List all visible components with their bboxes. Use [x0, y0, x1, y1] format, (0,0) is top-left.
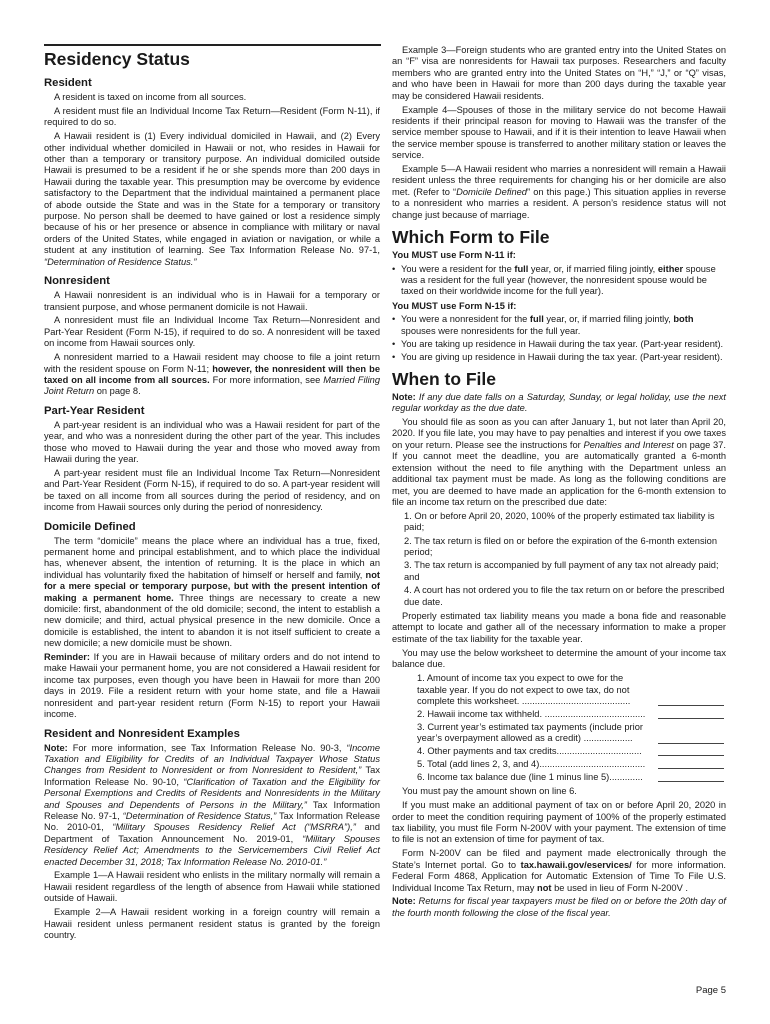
residency-status-title: Residency Status: [44, 49, 190, 69]
n15-bullet-1: • You were a nonresident for the full year, or, if married filing jointly, both spouses were nonresidents for the full year.: [392, 314, 726, 337]
right-column: [392, 45, 726, 922]
resident-paragraph-1: A resident is taxed on income from all sources.: [54, 92, 247, 102]
worksheet-line-1: 1. Amount of income tax you expect to owe for the taxable year. If you do not expect to owe tax, do not complete this worksheet. ..........................................: [392, 673, 726, 707]
example-4: Example 4—Spouses of those in the military service do not become Hawaii residents if their principal reason for moving to Hawaii was the transfer of the service member spouse to Hawaii, and if it is their intention to leave Hawaii when the service member spouse is transferred to another military station or leaves the service.: [392, 104, 726, 161]
n11-heading: You MUST use Form N-11 if:: [392, 250, 516, 261]
reminder-paragraph: Reminder: If you are in Hawaii because of military orders and do not intend to make Hawaii your permanent home, you are not considered a Hawaii resident for income tax purposes, even though you have been in Hawaii for more than 200 days in 2019. File a resident return with your home state, and file a Hawaii nonresident and part-year resident return (Form N-15) to report your Hawaii income.: [44, 652, 380, 720]
final-note: Note: Returns for fiscal year taxpayers must be filed on or before the 20th day of the fourth month following the close of the fiscal year.: [392, 896, 726, 918]
condition-1: 1. On or before April 20, 2020, 100% of the properly estimated tax liability is paid;: [404, 510, 715, 533]
when-paragraph-4: If you must make an additional payment of tax on or before April 20, 2020 in order to meet the condition requiring payment of 100% of the properly estimated tax liability, you must file Form N-200V with your payment. The extension of time to file is not an extension of time for payment of tax.: [392, 800, 726, 845]
n15-list: [392, 314, 726, 364]
extension-conditions: [392, 511, 726, 608]
n11-bullet: • You were a resident for the full year, or, if married filing jointly, either spouse was a resident for the full year (however, the nonresident spouse would be taxed on their worldwide income for the full year).: [392, 264, 726, 298]
when-note: Note: If any due date falls on a Saturday, Sunday, or legal holiday, use the next regular workday as the due date.: [392, 391, 726, 414]
worksheet-entry-2[interactable]: [658, 718, 724, 719]
n11-list: [392, 264, 726, 298]
domicile-paragraph: The term “domicile” means the place where an individual has a true, fixed, permanent home and principal establishment, and to which place the individual has, whenever absent, the intention of returning. It is the place in which an individual has voluntarily fixed the habitation of himself or herself and family, not for a mere special or temporary purpose, but with the present intention of making a permanent home. Three things are necessary to create a new domicile: first, abandonment of the old domicile; second, the intent to establish a new domicile; and third, actual physical presence in the new domicile. Once a domicile is established, the intent to abandon it is not itself sufficient to create a new domicile; a new domicile must be shown.: [44, 535, 381, 649]
condition-4: 4. A court has not ordered you to file the tax return on or before the prescribed due date.: [404, 585, 725, 607]
condition-3: 3. The tax return is accompanied by full payment of any tax not already paid; and: [404, 560, 719, 582]
worksheet-line-3: 3. Current year’s estimated tax payments (include prior year’s overpayment allowed as a credit) ...................: [392, 722, 726, 745]
worksheet-entry-3[interactable]: [658, 743, 724, 744]
eservices-link[interactable]: tax.hawaii.gov/eservices/: [520, 859, 632, 870]
when-paragraph-5: Form N-200V can be filed and payment made electronically through the State’s Internet portal. Go to tax.hawaii.gov/eservices/ for more information. Federal Form 4868, Application for Automatic Extension of Time To File U.S. Individual Income Tax Return, may not be used in lieu of Form N-200V .: [392, 848, 726, 893]
examples-heading: Resident and Nonresident Examples: [44, 727, 240, 740]
worksheet-line-4: 4. Other payments and tax credits.................................: [392, 746, 726, 757]
examples-note: Note: For more information, see Tax Information Release No. 90-3, “Income Taxation and Eligibility for Credits of an Individual Taxpayer Whose Status Changes from Resident to Nonresident or from Nonresident to Resident,” Tax Information Release No. 90-10, “Clarification of Taxation and the Eligibility for Personal Exemptions and Credits of Residents and Nonresidents in the Military and Spouses and Dependents of Persons in the Military,” Tax Information Release No. 97-1, “Determination of Residence Status,” Tax Information Release No. 2010-01, “Military Spouses Residency Relief Act (“MSRRA”),” and Department of Taxation Announcement No. 2019-01, “Military Spouses Residency Relief Act; Amendments to the Servicemembers Civil Relief Act enacted December 31, 2018; Tax Information Release No. 2010-01.”: [44, 742, 381, 867]
example-2: Example 2—A Hawaii resident working in a foreign country will remain a Hawaii resident unless permanent resident status is granted by the foreign country.: [44, 907, 380, 940]
when-to-file-title: When to File: [392, 368, 497, 389]
nonresident-paragraph-3: A nonresident married to a Hawaii resident may choose to file a joint return with the resident spouse on Form N-11; however, the nonresident will then be taxed on all income from all sources. For more information, see Married Filing Joint Return on page 8.: [44, 352, 380, 397]
worksheet-line-6: 6. Income tax balance due (line 1 minus line 5).............: [392, 772, 726, 783]
example-1: Example 1—A Hawaii resident who enlists in the military normally will remain a Hawaii resident regardless of the length of absence from Hawaii while stationed outside of Hawaii.: [44, 870, 380, 904]
domicile-heading: Domicile Defined: [44, 520, 136, 533]
example-3: Example 3—Foreign students who are granted entry into the United States on an “F” visa are nonresidents for Hawaii tax purposes. Researchers and faculty members who are granted entry into the United States on “H,” “J,” or “Q” visas, and who have been in Hawaii for more than 200 days during the taxable year may be considered Hawaii residents.: [392, 45, 726, 101]
worksheet-entry-5[interactable]: [658, 768, 724, 769]
worksheet-line-5: 5. Total (add lines 2, 3, and 4).........................................: [392, 759, 726, 770]
n15-bullet-2: • You are taking up residence in Hawaii during the tax year. (Part-year resident).: [392, 339, 726, 350]
n15-heading: You MUST use Form N-15 if:: [392, 300, 517, 311]
worksheet-entry-6[interactable]: [658, 781, 724, 782]
resident-paragraph-3: A Hawaii resident is (1) Every individual domiciled in Hawaii, and (2) Every other individual whether domiciled in Hawaii or not, who resides in Hawaii for other than a temporary or transitory purpose. An individual domiciled outside Hawaii is presumed to be a resident if he or she spends more than 200 days in Hawaii during the taxable year. This presumption may be overcome by evidence satisfactory to the Department that the individual maintained a permanent place of abode outside the State and was in the State for a temporary or transitory purpose. No person shall be deemed to have gained or lost a residence simply because of his or her presence or absence in compliance with military or naval orders of the United States, while engaged in aviation or navigation, or while a student at any institution of learning. See Tax Information Release No. 97-1, “Determination of Residence Status.”: [44, 131, 380, 267]
resident-heading: Resident: [44, 77, 92, 89]
nonresident-heading: Nonresident: [44, 275, 110, 288]
nonresident-paragraph-1: A Hawaii nonresident is an individual who is in Hawaii for a temporary or transient purpose, and whose permanent domicile is not Hawaii.: [44, 290, 380, 312]
worksheet-entry-1[interactable]: [658, 705, 724, 706]
when-paragraph-2: Properly estimated tax liability means you made a bona fide and reasonable attempt to locate and gather all of the necessary information to make a proper estimate of the tax liability for the taxable year.: [392, 611, 726, 644]
worksheet-line-2: 2. Hawaii income tax withheld. .......................................: [392, 709, 726, 720]
resident-paragraph-2: A resident must file an Individual Income Tax Return—Resident (Form N-11), if required to do so.: [44, 105, 380, 128]
nonresident-paragraph-2: A nonresident must file an Individual Income Tax Return—Nonresident and Part-Year Resident (Form N-15), if required to do so. A nonresident will be taxed on income from Hawaii sources only.: [44, 315, 380, 349]
part-year-paragraph-2: A part-year resident must file an Individual Income Tax Return—Nonresident and Part-Year Resident (Form N-15), if required to do so. A part-year resident will be taxed on all income from all sources during the period of residency, and on income from Hawaii sources only during the period of nonresidency.: [44, 467, 380, 513]
when-paragraph-1: You should file as soon as you can after January 1, but not later than April 20, 2020. If you file late, you may have to pay penalties and interest if you owe taxes on your return. Please see the instructions for Penalties and Interest on page 37. If you cannot meet the deadline, you are automatically granted a 6-month extension without the need to file anything with the Department unless an additional tax payment must be made. As long as the following conditions are met, you are deemed to have made an application for the 6-month extension to file an income tax return on the prescribed due date:: [392, 417, 726, 507]
part-year-paragraph-1: A part-year resident is an individual who was a Hawaii resident for part of the year, and who was a nonresident during the other part of the year. This includes those who moved to Hawaii during the year and those who moved away from Hawaii during the year.: [44, 419, 380, 464]
must-pay-text: You must pay the amount shown on line 6.: [402, 786, 577, 797]
condition-2: 2. The tax return is filed on or before the expiration of the 6-month extension period;: [404, 535, 718, 558]
part-year-heading: Part-Year Resident: [44, 404, 145, 417]
left-column: [44, 45, 380, 944]
worksheet-entry-4[interactable]: [658, 755, 724, 756]
example-5: Example 5—A Hawaii resident who marries a nonresident will remain a Hawaii resident unless the three requirements for changing his or her domicile are also met. (Refer to “Domicile Defined” on this page.) This situation applies in reverse to a nonresident who marries a resident. A person’s residence status will not change just because of marriage.: [392, 164, 726, 220]
page-number: Page 5: [695, 985, 726, 996]
balance-due-worksheet: [392, 673, 726, 783]
n15-bullet-3: • You are giving up residence in Hawaii during the tax year. (Part-year resident).: [392, 352, 726, 363]
when-paragraph-3: You may use the below worksheet to determine the amount of your income tax balance due.: [392, 647, 726, 670]
which-form-title: Which Form to File: [392, 227, 550, 248]
